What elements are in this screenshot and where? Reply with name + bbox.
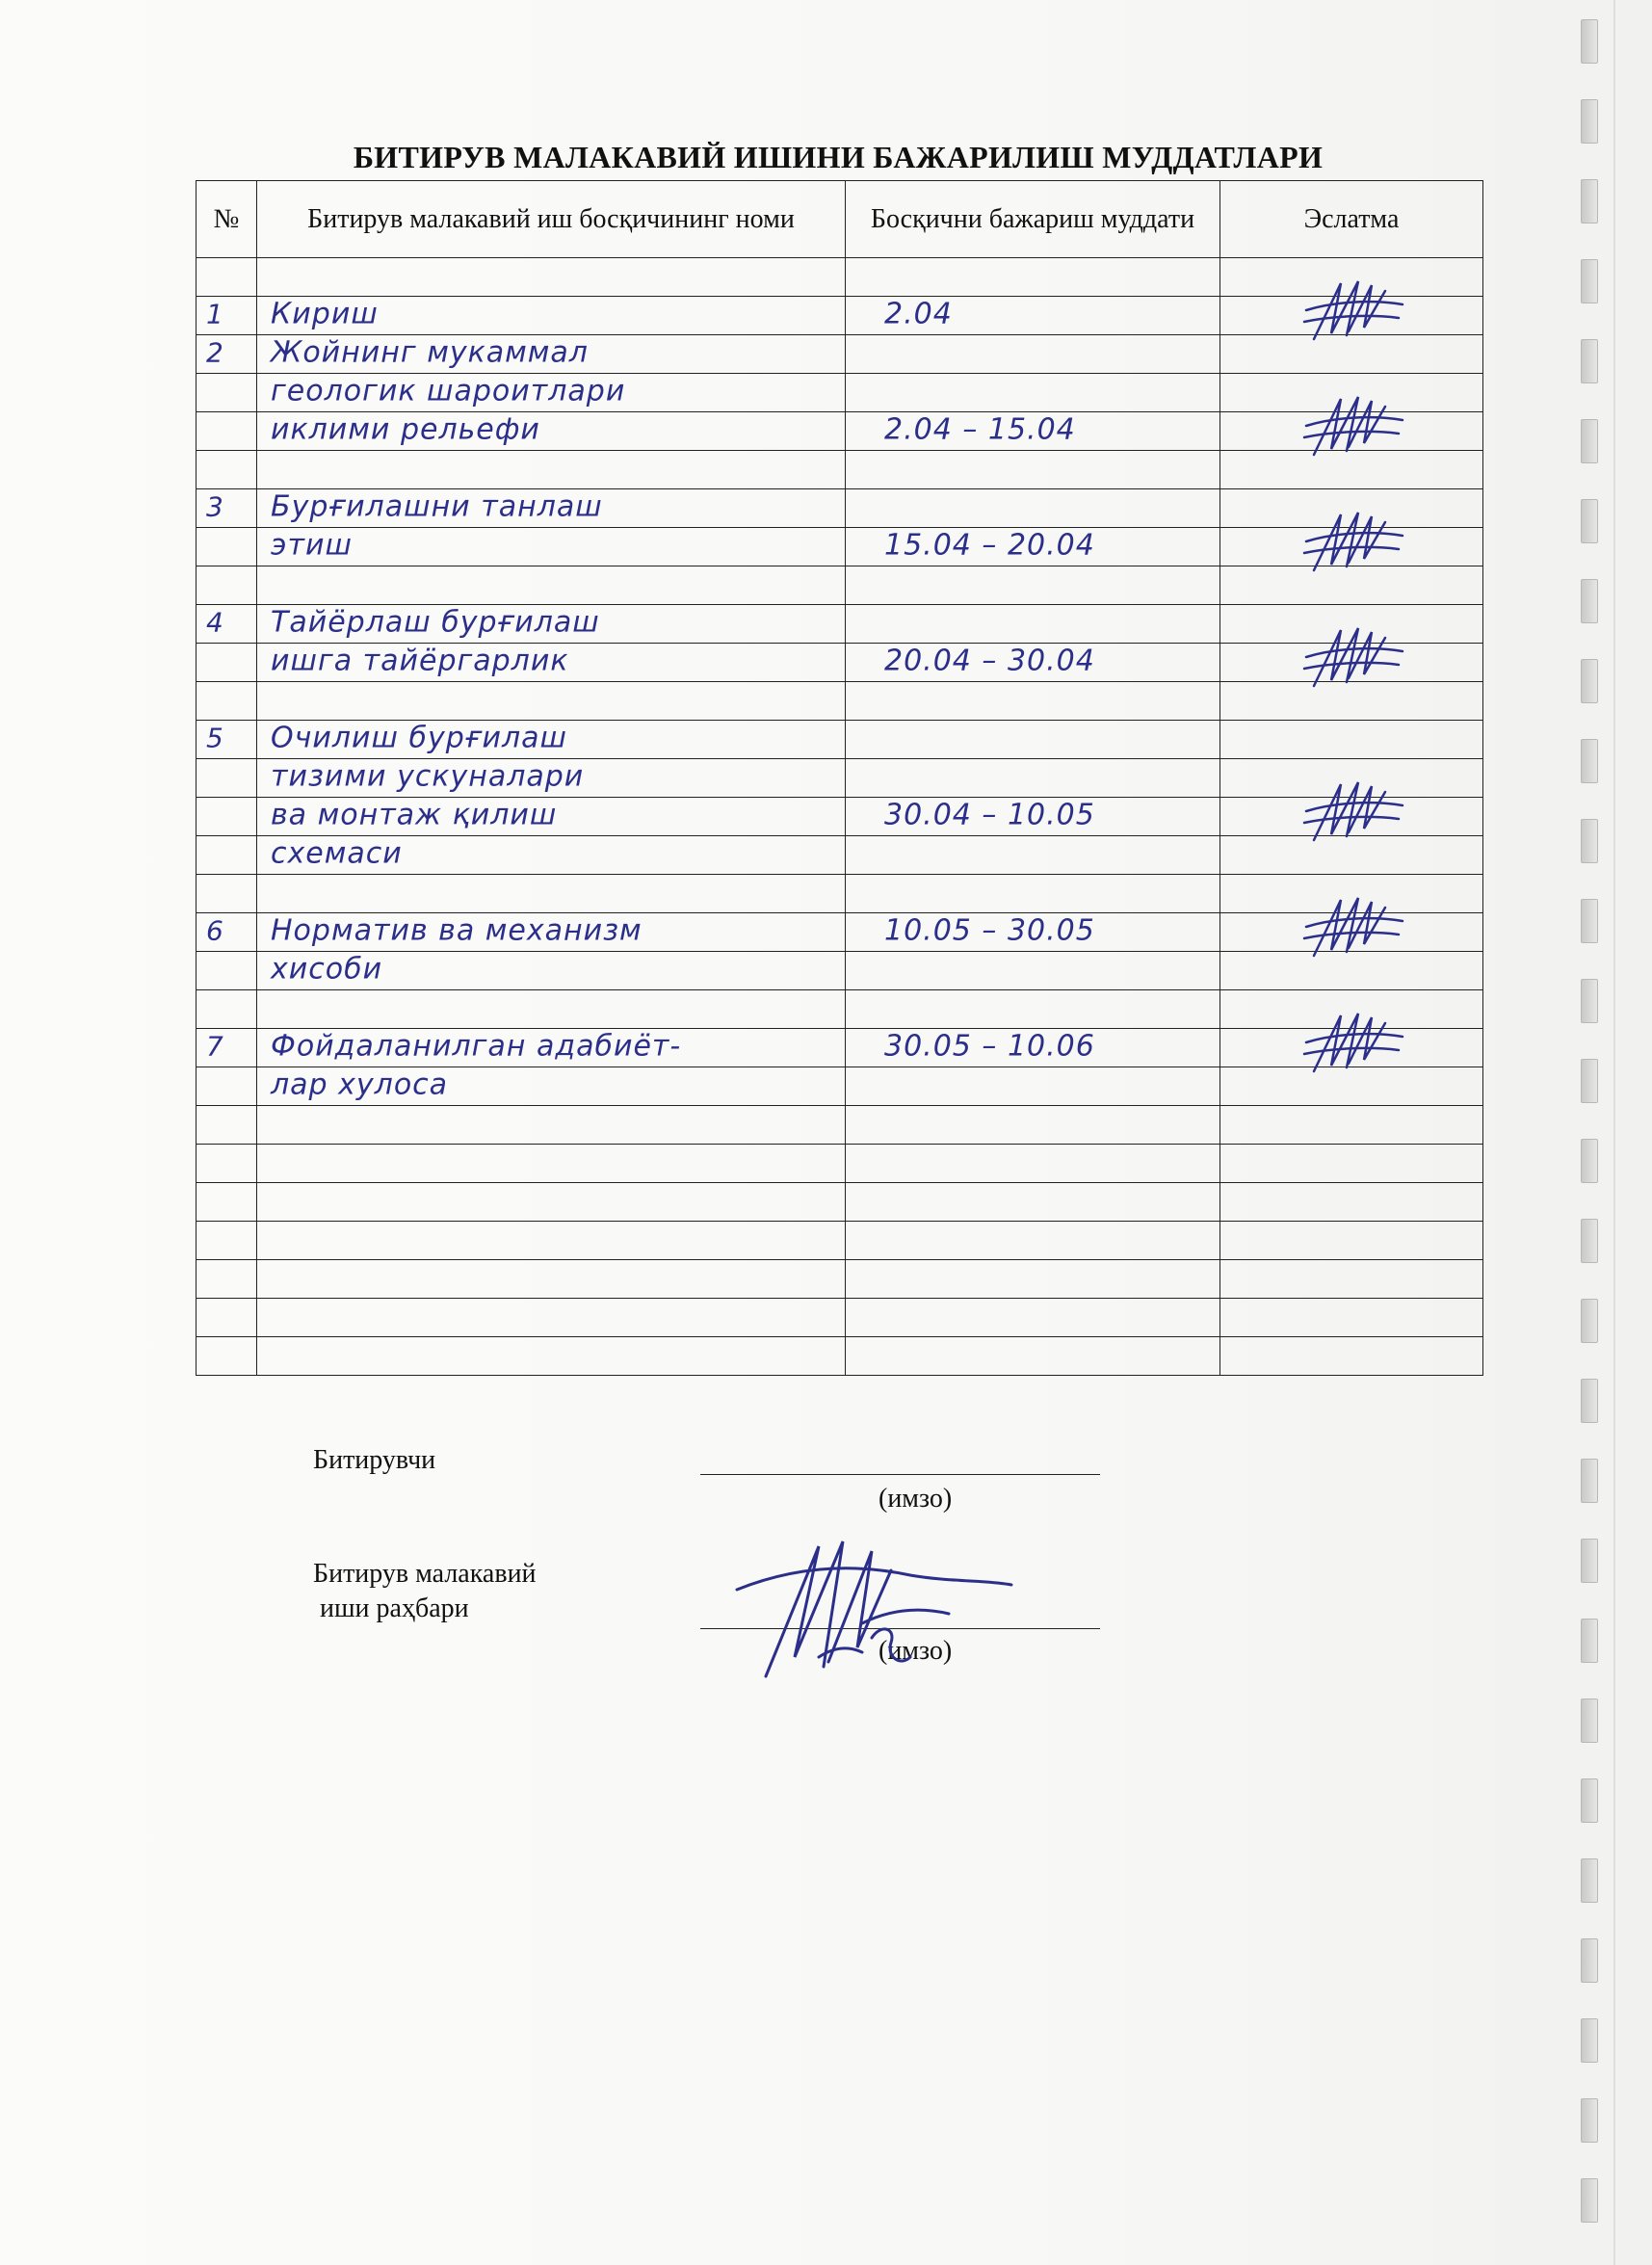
cell-deadline [846, 721, 1220, 759]
table-row [197, 528, 1483, 566]
binding-hole [1581, 259, 1598, 303]
cell-note [1220, 1106, 1483, 1145]
table-row [197, 836, 1483, 875]
binding-hole [1581, 579, 1598, 623]
table-row [197, 451, 1483, 489]
table-row [197, 297, 1483, 335]
cell-deadline [846, 644, 1220, 682]
cell-stage-name [257, 1029, 846, 1067]
supervisor-label-line2: иши раҳбари [320, 1593, 469, 1623]
table-row [197, 644, 1483, 682]
deadline-text: 10.05 – 30.05 [884, 912, 1095, 947]
cell-deadline [846, 1106, 1220, 1145]
deadline-text: 30.05 – 10.06 [884, 1028, 1095, 1063]
cell-number [197, 875, 257, 913]
cell-deadline [846, 451, 1220, 489]
binding-hole [1581, 419, 1598, 463]
table-row [197, 566, 1483, 605]
cell-number [197, 913, 257, 952]
deadline-text: 20.04 – 30.04 [884, 643, 1095, 677]
cell-number [197, 1145, 257, 1183]
binding-hole [1581, 2018, 1598, 2063]
cell-number [197, 759, 257, 798]
binding-hole [1581, 1699, 1598, 1743]
cell-stage-name [257, 875, 846, 913]
cell-deadline [846, 875, 1220, 913]
cell-deadline [846, 1260, 1220, 1299]
binding-hole [1581, 1539, 1598, 1583]
stage-name-text: иклими рельефи [271, 411, 540, 446]
cell-note [1220, 1029, 1483, 1067]
cell-deadline [846, 990, 1220, 1029]
supervisor-signature [727, 1532, 1016, 1686]
table-row [197, 258, 1483, 297]
cell-deadline [846, 1183, 1220, 1222]
binding-hole [1581, 1778, 1598, 1823]
document-title: БИТИРУВ МАЛАКАВИЙ ИШИНИ БАЖАРИЛИШ МУДДАТЛАРИ [353, 140, 1324, 174]
header-note: Эслатма [1220, 181, 1483, 258]
stage-name-text: хисоби [271, 951, 383, 986]
binding-hole [1581, 99, 1598, 144]
cell-number [197, 335, 257, 374]
cell-deadline [846, 1029, 1220, 1067]
cell-number [197, 374, 257, 412]
cell-note [1220, 682, 1483, 721]
cell-note [1220, 1145, 1483, 1183]
binding-hole [1581, 2178, 1598, 2223]
supervisor-sign-caption: (имзо) [878, 1636, 953, 1666]
cell-note [1220, 952, 1483, 990]
cell-number [197, 1260, 257, 1299]
deadline-text: 2.04 – 15.04 [884, 411, 1076, 446]
student-sign-caption: (имзо) [878, 1484, 953, 1514]
cell-stage-name [257, 682, 846, 721]
cell-deadline [846, 605, 1220, 644]
header-stage-name: Битирув малакавий иш босқичининг номи [257, 181, 846, 258]
stage-name-text: геологик шароитлари [271, 373, 626, 408]
cell-deadline [846, 1299, 1220, 1337]
cell-stage-name [257, 451, 846, 489]
cell-deadline [846, 258, 1220, 297]
stage-name-text: Жойнинг мукаммал [271, 334, 589, 369]
binding-hole [1581, 659, 1598, 703]
table-row [197, 1299, 1483, 1337]
table-row [197, 1145, 1483, 1183]
table-row [197, 1337, 1483, 1376]
cell-note [1220, 1222, 1483, 1260]
stage-name-text: Норматив ва механизм [271, 912, 642, 947]
cell-deadline [846, 759, 1220, 798]
stage-name-text: Тайёрлаш бурғилаш [271, 604, 600, 639]
binding-hole [1581, 1938, 1598, 1983]
table-row [197, 759, 1483, 798]
cell-stage-name [257, 1337, 846, 1376]
stage-name-text: ва монтаж қилиш [271, 797, 558, 831]
table-row [197, 1067, 1483, 1106]
cell-deadline [846, 952, 1220, 990]
cell-deadline [846, 836, 1220, 875]
table-row [197, 1106, 1483, 1145]
cell-stage-name [257, 644, 846, 682]
cell-note [1220, 566, 1483, 605]
stage-name-text: лар хулоса [271, 1067, 449, 1101]
binding-hole [1581, 899, 1598, 943]
header-number: № [197, 181, 257, 258]
binding-hole [1581, 2098, 1598, 2143]
cell-note [1220, 836, 1483, 875]
deadline-text: 30.04 – 10.05 [884, 797, 1095, 831]
cell-number [197, 1337, 257, 1376]
table-row [197, 682, 1483, 721]
cell-stage-name [257, 952, 846, 990]
stage-name-text: Очилиш бурғилаш [271, 720, 567, 754]
cell-number [197, 489, 257, 528]
binding-hole [1581, 1459, 1598, 1503]
row-number-text: 5 [206, 722, 224, 754]
binding-hole [1581, 499, 1598, 543]
table-row [197, 605, 1483, 644]
table-row [197, 875, 1483, 913]
cell-stage-name [257, 1067, 846, 1106]
cell-deadline [846, 412, 1220, 451]
cell-deadline [846, 798, 1220, 836]
cell-note [1220, 644, 1483, 682]
table-row [197, 1183, 1483, 1222]
cell-number [197, 451, 257, 489]
schedule-table [196, 180, 1483, 1376]
cell-note [1220, 451, 1483, 489]
cell-deadline [846, 566, 1220, 605]
stage-name-text: схемаси [271, 835, 403, 870]
row-number-text: 2 [206, 336, 224, 369]
binding-hole [1581, 339, 1598, 383]
cell-note [1220, 913, 1483, 952]
binding-edge [1613, 0, 1615, 2265]
cell-stage-name [257, 1222, 846, 1260]
supervisor-label-line1: Битирув малакавий [313, 1559, 537, 1589]
row-number-text: 6 [206, 914, 224, 947]
binding-hole [1581, 1219, 1598, 1263]
table-row [197, 335, 1483, 374]
cell-number [197, 1067, 257, 1106]
deadline-text: 15.04 – 20.04 [884, 527, 1095, 562]
table-row [197, 489, 1483, 528]
cell-number [197, 836, 257, 875]
cell-number [197, 721, 257, 759]
cell-note [1220, 798, 1483, 836]
cell-stage-name [257, 759, 846, 798]
cell-stage-name [257, 798, 846, 836]
cell-stage-name [257, 721, 846, 759]
cell-deadline [846, 297, 1220, 335]
cell-note [1220, 1260, 1483, 1299]
binding-hole [1581, 179, 1598, 224]
cell-deadline [846, 1222, 1220, 1260]
cell-stage-name [257, 1106, 846, 1145]
cell-stage-name [257, 1299, 846, 1337]
cell-number [197, 566, 257, 605]
binding-strip [1546, 0, 1652, 2265]
table-row [197, 1029, 1483, 1067]
table-row [197, 1260, 1483, 1299]
cell-number [197, 1106, 257, 1145]
table-row [197, 721, 1483, 759]
binding-hole [1581, 19, 1598, 64]
cell-stage-name [257, 1183, 846, 1222]
binding-hole [1581, 1858, 1598, 1903]
cell-note [1220, 412, 1483, 451]
cell-stage-name [257, 528, 846, 566]
cell-note [1220, 1299, 1483, 1337]
row-number-text: 1 [206, 298, 224, 330]
cell-note [1220, 297, 1483, 335]
cell-number [197, 1183, 257, 1222]
cell-deadline [846, 489, 1220, 528]
cell-number [197, 952, 257, 990]
header-deadline: Босқични бажариш муддати [846, 181, 1220, 258]
cell-stage-name [257, 374, 846, 412]
cell-number [197, 1029, 257, 1067]
cell-stage-name [257, 836, 846, 875]
cell-number [197, 644, 257, 682]
cell-note [1220, 1183, 1483, 1222]
cell-deadline [846, 1337, 1220, 1376]
student-sign-line [700, 1474, 1100, 1475]
row-number-text: 4 [206, 606, 224, 639]
binding-hole [1581, 1619, 1598, 1663]
cell-stage-name [257, 412, 846, 451]
cell-deadline [846, 682, 1220, 721]
cell-number [197, 297, 257, 335]
table-row [197, 412, 1483, 451]
cell-number [197, 605, 257, 644]
stage-name-text: этиш [271, 527, 353, 562]
cell-number [197, 1222, 257, 1260]
cell-stage-name [257, 913, 846, 952]
binding-hole [1581, 1139, 1598, 1183]
stage-name-text: ишга тайёргарлик [271, 643, 569, 677]
cell-deadline [846, 374, 1220, 412]
binding-hole [1581, 739, 1598, 783]
cell-note [1220, 1067, 1483, 1106]
stage-name-text: тизими ускуналари [271, 758, 585, 793]
binding-hole [1581, 1379, 1598, 1423]
cell-number [197, 682, 257, 721]
cell-stage-name [257, 258, 846, 297]
cell-number [197, 990, 257, 1029]
row-number-text: 3 [206, 490, 224, 523]
table-header-row [197, 181, 1483, 258]
stage-name-text: Кириш [271, 296, 379, 330]
cell-deadline [846, 335, 1220, 374]
cell-stage-name [257, 605, 846, 644]
table-row [197, 913, 1483, 952]
cell-stage-name [257, 1145, 846, 1183]
cell-stage-name [257, 297, 846, 335]
cell-deadline [846, 1067, 1220, 1106]
cell-deadline [846, 1145, 1220, 1183]
cell-stage-name [257, 489, 846, 528]
binding-hole [1581, 819, 1598, 863]
binding-hole [1581, 1059, 1598, 1103]
cell-number [197, 258, 257, 297]
student-label: Битирувчи [313, 1445, 436, 1475]
cell-note [1220, 335, 1483, 374]
table-row [197, 952, 1483, 990]
row-number-text: 7 [206, 1030, 224, 1063]
cell-stage-name [257, 335, 846, 374]
table-row [197, 1222, 1483, 1260]
table-row [197, 798, 1483, 836]
cell-number [197, 1299, 257, 1337]
schedule-body [197, 258, 1483, 1376]
cell-number [197, 528, 257, 566]
stage-name-text: Бурғилашни танлаш [271, 488, 603, 523]
cell-number [197, 798, 257, 836]
cell-stage-name [257, 990, 846, 1029]
cell-note [1220, 1337, 1483, 1376]
cell-number [197, 412, 257, 451]
stage-name-text: Фойдаланилган адабиёт- [271, 1028, 682, 1063]
cell-note [1220, 528, 1483, 566]
table-row [197, 374, 1483, 412]
table-row [197, 990, 1483, 1029]
cell-stage-name [257, 566, 846, 605]
cell-deadline [846, 913, 1220, 952]
binding-hole [1581, 1299, 1598, 1343]
cell-stage-name [257, 1260, 846, 1299]
binding-hole [1581, 979, 1598, 1023]
cell-deadline [846, 528, 1220, 566]
deadline-text: 2.04 [884, 296, 953, 330]
cell-note [1220, 721, 1483, 759]
